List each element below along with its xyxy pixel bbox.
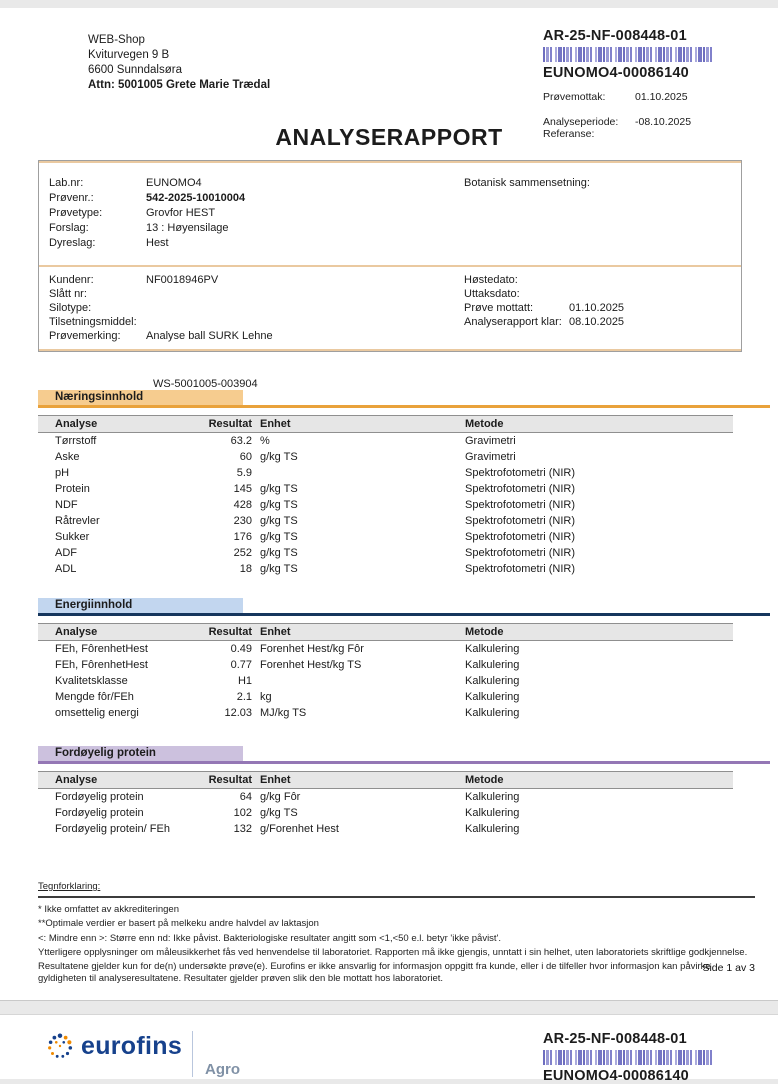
table-cell: Tørrstoff [55,435,97,447]
legend-lines [38,904,755,985]
sample-info-top-right [452,176,741,265]
section-fordoyelig-protein [38,746,770,837]
table-row [38,497,733,513]
table-row [38,705,733,721]
table-row [38,641,733,658]
table-row [38,689,733,705]
ws-number: WS-5001005-003904 [153,378,258,390]
field-label: Lab.nr: [49,177,84,189]
provemottak-value: 01.10.2025 [635,91,688,103]
table-cell: MJ/kg TS [260,707,307,719]
column-header-metode: Metode [459,624,733,641]
field-value: 08.10.2025 [569,316,625,328]
table-cell: 12.03 [224,707,252,719]
info-field-row [49,329,452,343]
table-cell [252,465,459,481]
field-label: Tilsetningsmiddel: [49,316,137,328]
table-cell: % [260,435,270,447]
table-cell: ADF [55,547,77,559]
table-cell: Spektrofotometri (NIR) [465,531,576,543]
legend-heading: Tegnforklaring: [38,881,101,892]
table-cell: 176 [233,531,252,543]
table-cell: 252 [233,547,252,559]
info-field-row [49,301,452,315]
results-table [38,771,733,837]
table-cell: Fordøyelig protein [55,791,144,803]
info-field-row [464,273,741,287]
table-row [38,545,733,561]
field-label: Prøve mottatt: [464,302,534,314]
field-value: Analyse ball SURK Lehne [146,330,273,342]
recipient-street: Kviturvegen 9 B [88,49,170,61]
table-cell: kg [260,691,272,703]
field-label: Høstedato: [464,274,518,286]
column-header-enhet: Enhet [252,624,459,641]
legend-rule [38,896,755,898]
legend-line: Resultatene gjelder kun for de(n) undersøkte prøve(e). Eurofins er ikke ansvarlig for informasjon oppgitt fra kunde, eller i de tilfeller hvor informasjon kan påvirke gyldigheten til analyseresultatene. Resultater gjelder prøven slik den ble mottatt hos laboratoriet. [38,961,711,984]
separator-line [39,349,741,351]
table-cell: g/kg TS [260,563,298,575]
sample-info-box [38,160,742,352]
table-cell: Kalkulering [465,791,520,803]
table-cell: g/kg TS [260,807,298,819]
table-row [38,789,733,806]
column-header-metode: Metode [459,416,733,433]
table-cell: g/kg TS [260,451,298,463]
field-value: 13 : Høyensilage [146,222,229,234]
field-label: Analyserapport klar: [464,316,562,328]
barcode [543,47,713,62]
section-header-underline [38,598,770,616]
eurofins-brand [45,1031,240,1078]
table-cell: 0.77 [230,659,252,671]
table-header-row [38,624,733,641]
info-field-row [464,287,741,301]
info-field-row [464,315,741,329]
report-page-2 [0,1014,778,1084]
field-value: Grovfor HEST [146,207,216,219]
report-reference-block-page2 [543,1031,758,1084]
table-cell: Kalkulering [465,823,520,835]
info-field-row [49,191,452,206]
field-label: Silotype: [49,302,92,314]
table-cell: 18 [239,563,252,575]
table-cell: FEh, FôrenhetHest [55,659,148,671]
table-cell: 60 [239,451,252,463]
section-header: Næringsinnhold [38,390,243,405]
section-header: Energiinnhold [38,598,243,613]
field-label: Forslag: [49,222,89,234]
table-cell: Spektrofotometri (NIR) [465,515,576,527]
table-cell: Spektrofotometri (NIR) [465,467,576,479]
recipient-name: WEB-Shop [88,34,145,46]
field-label: Dyreslag: [49,237,96,249]
table-cell: Fordøyelig protein [55,807,144,819]
field-label: Uttaksdato: [464,288,520,300]
section-header: Fordøyelig protein [38,746,243,761]
column-header-resultat: Resultat [178,416,252,433]
recipient-city: 6600 Sunndalsøra [88,64,182,76]
column-header-analyse: Analyse [38,624,178,641]
table-cell: 428 [233,499,252,511]
table-cell: Sukker [55,531,90,543]
brand-divider [192,1031,193,1077]
section-header-underline [38,746,770,764]
table-cell: Kalkulering [465,691,520,703]
table-cell: Aske [55,451,80,463]
field-label: Prøvenr.: [49,192,94,204]
referanse-label: Referanse: [543,128,595,140]
table-row [38,513,733,529]
botanisk-label: Botanisk sammensetning: [464,177,590,189]
info-field-row [49,221,452,236]
table-cell: Råtrevler [55,515,100,527]
table-row [38,561,733,577]
info-field-row [49,315,452,329]
table-cell: Gravimetri [465,435,516,447]
table-cell: Spektrofotometri (NIR) [465,547,576,559]
legend-line: **Optimale verdier er basert på melkeku andre halvdel av laktasjon [38,918,319,930]
sample-code: EUNOMO4-00086140 [543,65,689,81]
table-cell: 63.2 [230,435,252,447]
table-cell: Fordøyelig protein/ FEh [55,823,170,835]
table-cell: Spektrofotometri (NIR) [465,499,576,511]
table-row [38,821,733,837]
table-row [38,449,733,465]
table-cell: Kvalitetsklasse [55,675,128,687]
column-header-resultat: Resultat [178,772,252,789]
field-value: NF0018946PV [146,274,219,286]
table-cell: 145 [233,483,252,495]
sample-info-top-left [39,176,452,265]
column-header-analyse: Analyse [38,416,178,433]
table-cell: 64 [239,791,252,803]
legend-line: <: Mindre enn >: Større enn nd: Ikke påvist. Bakteriologiske resultater angitt som <1,<50 e.l. betyr 'ikke påvist'. [38,932,502,944]
info-field-row [49,176,452,191]
table-cell: Kalkulering [465,643,520,655]
column-header-metode: Metode [459,772,733,789]
sample-info-bottom-right [452,273,741,349]
recipient-attn: Attn: 5001005 Grete Marie Trædal [88,79,271,91]
table-cell: 102 [233,807,252,819]
table-cell: Kalkulering [465,707,520,719]
results-table [38,415,733,577]
table-cell: g/kg TS [260,547,298,559]
table-header-row [38,416,733,433]
table-row [38,433,733,450]
column-header-enhet: Enhet [252,416,459,433]
sample-info-bottom-left [39,273,452,349]
table-cell: H1 [237,675,252,687]
table-row [38,673,733,689]
table-row [38,657,733,673]
sample-code: EUNOMO4-00086140 [543,1068,689,1084]
eurofins-wordmark: eurofins [81,1032,183,1060]
ar-number: AR-25-NF-008448-01 [543,1031,687,1047]
page-title: ANALYSERAPPORT [275,124,503,150]
table-cell: omsettelig energi [55,707,139,719]
info-field-row [49,287,452,301]
table-cell: FEh, FôrenhetHest [55,643,148,655]
table-cell: 5.9 [236,467,252,479]
info-field-row [464,176,741,191]
table-cell: g/kg TS [260,531,298,543]
table-cell: Kalkulering [465,675,520,687]
recipient-address [88,33,270,93]
legend-line: * Ikke omfattet av akkrediteringen [38,904,179,915]
table-cell: g/kg TS [260,483,298,495]
table-cell: Forenhet Hest/kg Fôr [260,643,364,655]
results-table [38,623,733,721]
table-cell: 132 [233,823,252,835]
eurofins-logo-icon [45,1031,75,1066]
legend-line: Ytterligere opplysninger om måleusikkerhet fås ved henvendelse til laboratoriet. Rapporten må ikke gjengis, unntatt i sin helhet, uten laboratoriets skriftlige godkjennelse. [38,946,748,958]
legend [38,881,755,987]
table-cell: ADL [55,563,77,575]
table-cell: g/kg TS [260,515,298,527]
table-cell: Mengde fôr/FEh [55,691,134,703]
brand-division: Agro [205,1061,241,1078]
field-label: Slått nr: [49,288,87,300]
section-naeringsinnhold [38,390,770,577]
field-label: Prøvetype: [49,207,103,219]
table-cell: Forenhet Hest/kg TS [260,659,362,671]
table-cell: Kalkulering [465,659,520,671]
provemottak-label: Prøvemottak: [543,91,606,103]
table-cell: Spektrofotometri (NIR) [465,563,576,575]
column-header-resultat: Resultat [178,624,252,641]
info-field-row [464,301,741,315]
table-cell: g/Forenhet Hest [260,823,339,835]
field-value: Hest [146,237,169,249]
field-value: 01.10.2025 [569,302,625,314]
field-value: EUNOMO4 [146,177,202,189]
column-header-enhet: Enhet [252,772,459,789]
table-row [38,465,733,481]
table-cell: Kalkulering [465,807,520,819]
column-header-analyse: Analyse [38,772,178,789]
field-label: Kundenr: [49,274,94,286]
table-row [38,805,733,821]
info-field-row [49,206,452,221]
table-row [38,529,733,545]
table-cell [252,673,459,689]
sample-info-top [39,163,741,265]
info-field-row [49,273,452,287]
analyseperiode-label: Analyseperiode: [543,116,619,128]
table-cell: g/kg Fôr [260,791,301,803]
barcode [543,1050,713,1065]
section-energiinnhold [38,598,770,721]
analyseperiode-value: -08.10.2025 [635,116,692,128]
table-header-row [38,772,733,789]
info-field-row [49,236,452,251]
table-cell: 0.49 [230,643,252,655]
section-header-underline [38,390,770,408]
table-cell: NDF [55,499,78,511]
field-label: Prøvemerking: [49,330,121,342]
table-cell: 2.1 [236,691,252,703]
table-cell: Protein [55,483,90,495]
provemottak-row [543,91,758,103]
table-cell: pH [55,467,70,479]
field-value: 542-2025-10010004 [146,192,246,204]
table-row [38,481,733,497]
sample-info-bottom [39,267,741,349]
report-page-1 [0,8,778,1001]
table-cell: Gravimetri [465,451,516,463]
page-number: Side 1 av 3 [702,962,755,974]
table-cell: 230 [233,515,252,527]
table-cell: g/kg TS [260,499,298,511]
ar-number: AR-25-NF-008448-01 [543,28,687,44]
table-cell: Spektrofotometri (NIR) [465,483,576,495]
